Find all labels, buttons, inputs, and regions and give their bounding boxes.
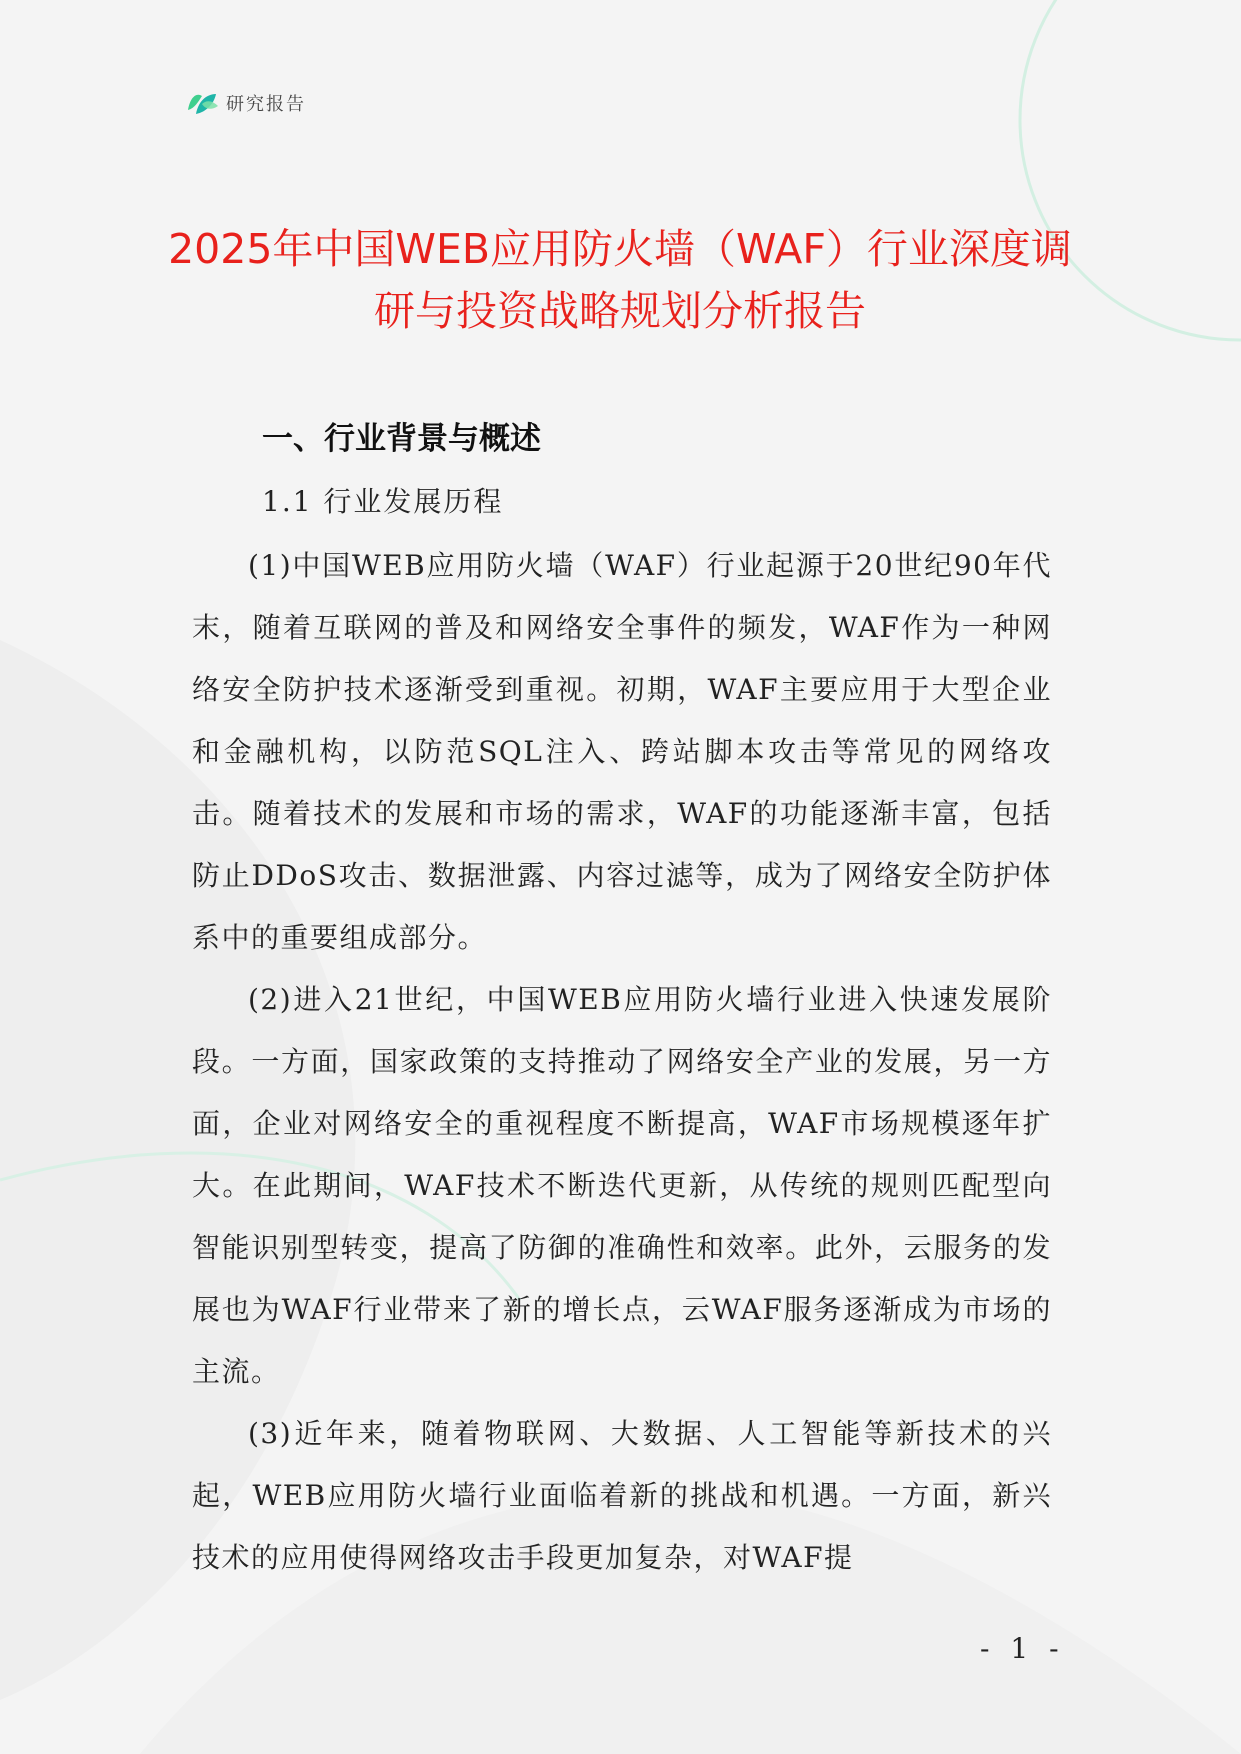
subsection-heading: 1.1 行业发展历程: [262, 485, 504, 518]
report-logo: [186, 88, 306, 118]
paragraph-2: (2)进入21世纪，中国WEB应用防火墙行业进入快速发展阶段。一方面，国家政策的支持推动了网络安全产业的发展，另一方面，企业对网络安全的重视程度不断提高，WAF市场规模逐年扩大。在此期间，WAF技术不断迭代更新，从传统的规则匹配型向智能识别型转变，提高了防御的准确性和效率。此外，云服务的发展也为WAF行业带来了新的增长点，云WAF服务逐渐成为市场的主流。: [192, 983, 1052, 1388]
report-title: 2025年中国WEB应用防火墙（WAF）行业深度调研与投资战略规划分析报告: [168, 225, 1072, 335]
page-number: - 1 -: [980, 1632, 1065, 1665]
paragraph-3: (3)近年来，随着物联网、大数据、人工智能等新技术的兴起，WEB应用防火墙行业面临着新的挑战和机遇。一方面，新兴技术的应用使得网络攻击手段更加复杂，对WAF提: [192, 1417, 1052, 1574]
green-teal-leaf-logo-icon: [186, 88, 220, 118]
section-heading: 一、行业背景与概述: [262, 421, 541, 457]
body-text: [192, 535, 1052, 1589]
paragraph-1: (1)中国WEB应用防火墙（WAF）行业起源于20世纪90年代末，随着互联网的普及和网络安全事件的频发，WAF作为一种网络安全防护技术逐渐受到重视。初期，WAF主要应用于大型企业和金融机构，以防范SQL注入、跨站脚本攻击等常见的网络攻击。随着技术的发展和市场的需求，WAF的功能逐渐丰富，包括防止DDoS攻击、数据泄露、内容过滤等，成为了网络安全防护体系中的重要组成部分。: [192, 549, 1052, 954]
logo-label: 研究报告: [226, 94, 306, 115]
